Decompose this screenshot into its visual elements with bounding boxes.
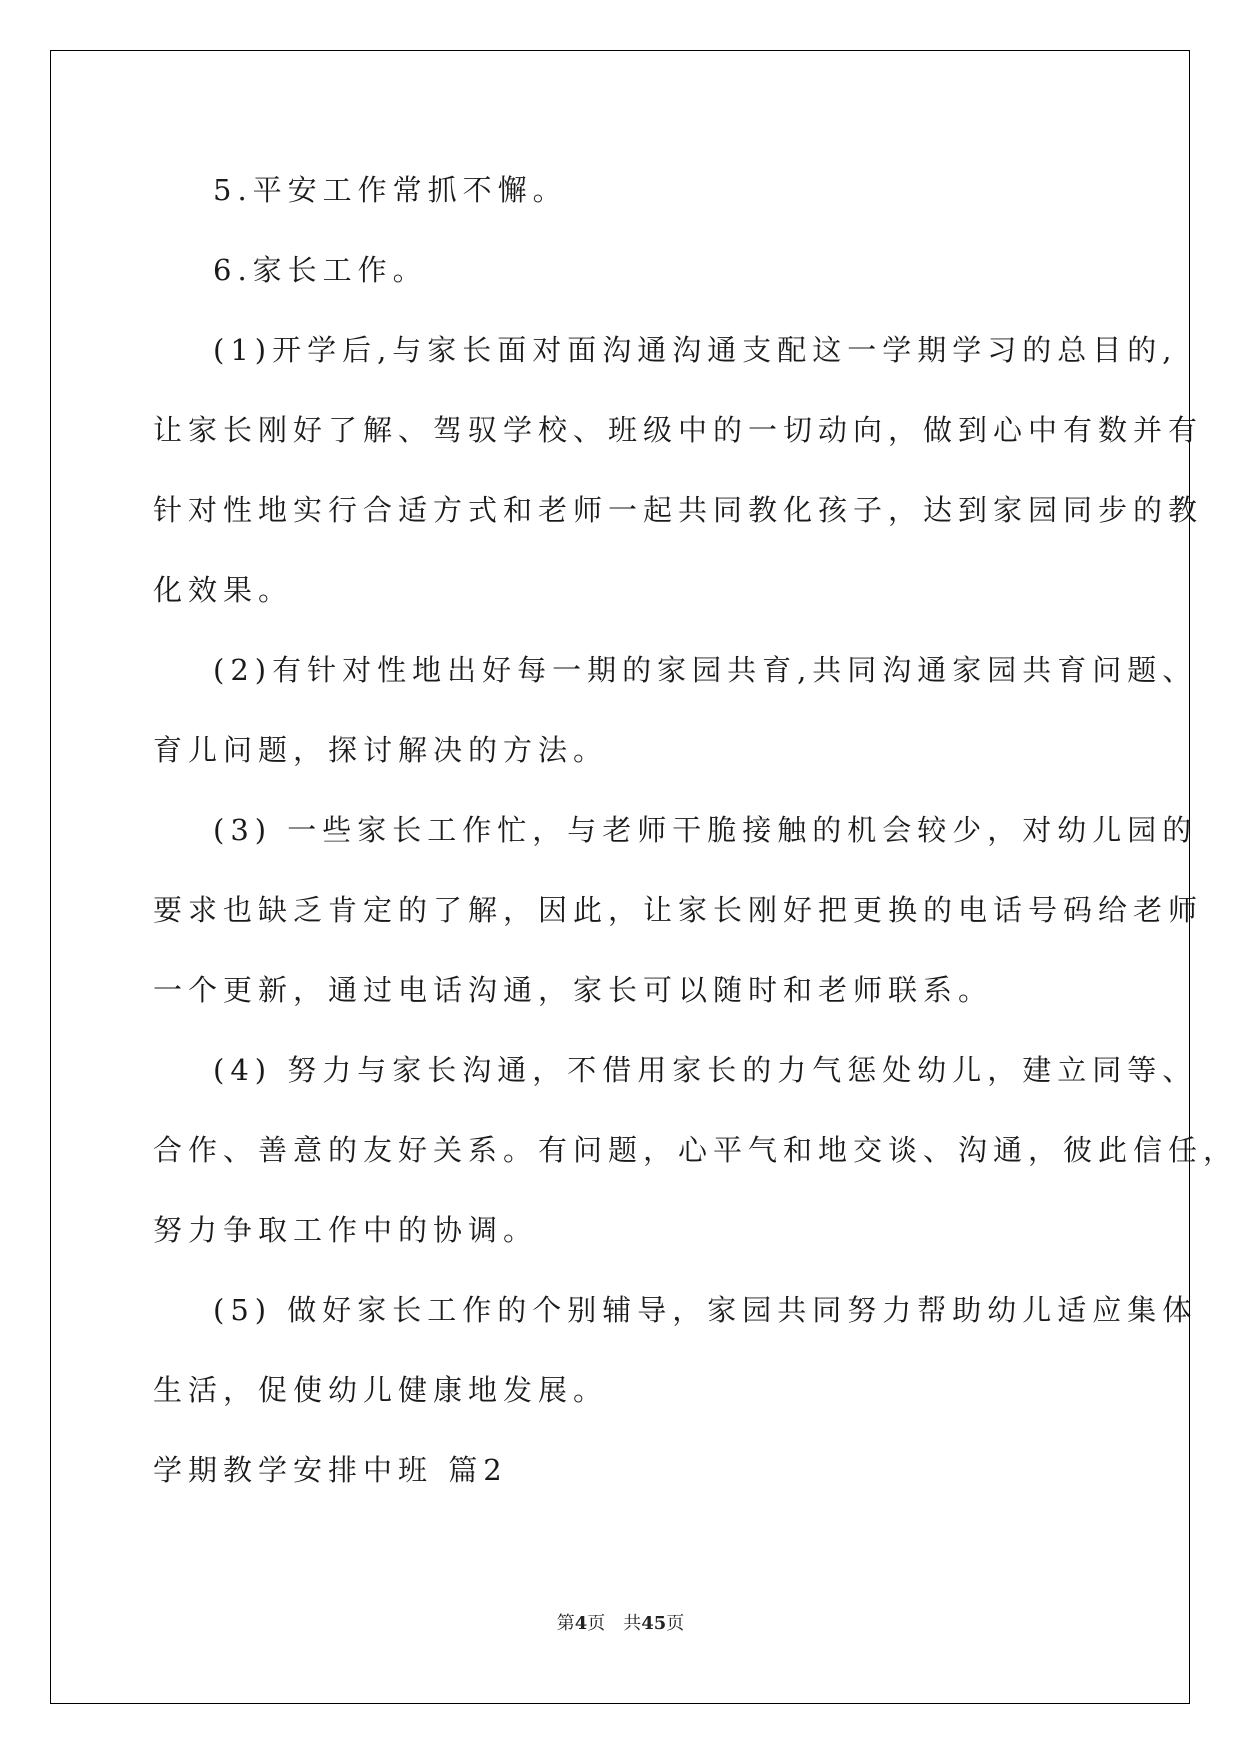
paragraph-1-line-3: 针对性地实行合适方式和老师一起共同教化孩子，达到家园同步的教 <box>153 493 1204 527</box>
paragraph-3-line-3: 一个更新，通过电话沟通，家长可以随时和老师联系。 <box>153 973 994 1007</box>
footer-total-suffix: 页 <box>666 1613 685 1634</box>
paragraph-5-line-1: (5) 做好家长工作的个别辅导，家园共同努力帮助幼儿适应集体 <box>213 1293 1198 1327</box>
footer-prefix: 第 <box>556 1613 575 1634</box>
paragraph-4-line-2: 合作、善意的友好关系。有问题，心平气和地交谈、沟通，彼此信任， <box>153 1133 1239 1167</box>
paragraph-1-line-4: 化效果。 <box>153 573 294 607</box>
paragraph-4-line-1: (4) 努力与家长沟通，不借用家长的力气惩处幼儿，建立同等、 <box>213 1053 1198 1087</box>
current-page-number: 4 <box>574 1613 588 1634</box>
paragraph-3-line-1: (3) 一些家长工作忙，与老师干脆接触的机会较少，对幼儿园的 <box>213 813 1198 847</box>
footer-total-prefix: 共 <box>623 1613 642 1634</box>
paragraph-1-line-1: (1)开学后,与家长面对面沟通沟通支配这一学期学习的总目的, <box>213 333 1178 367</box>
paragraph-5-line-2: 生活，促使幼儿健康地发展。 <box>153 1373 609 1407</box>
page-footer <box>0 1612 1241 1636</box>
item-6-heading: 6.家长工作。 <box>213 253 428 287</box>
paragraph-2-line-1: (2)有针对性地出好每一期的家园共育,共同沟通家园共育问题、 <box>213 653 1198 687</box>
paragraph-1-line-2: 让家长刚好了解、驾驭学校、班级中的一切动向，做到心中有数并有 <box>153 413 1204 447</box>
total-page-count: 45 <box>641 1613 667 1634</box>
footer-page-suffix: 页 <box>587 1613 606 1634</box>
paragraph-3-line-2: 要求也缺乏肯定的了解，因此，让家长刚好把更换的电话号码给老师 <box>153 893 1204 927</box>
paragraph-2-line-2: 育儿问题，探讨解决的方法。 <box>153 733 609 767</box>
item-5-heading: 5.平安工作常抓不懈。 <box>213 173 568 207</box>
section-heading: 学期教学安排中班 篇2 <box>153 1453 508 1487</box>
paragraph-4-line-3: 努力争取工作中的协调。 <box>153 1213 539 1247</box>
